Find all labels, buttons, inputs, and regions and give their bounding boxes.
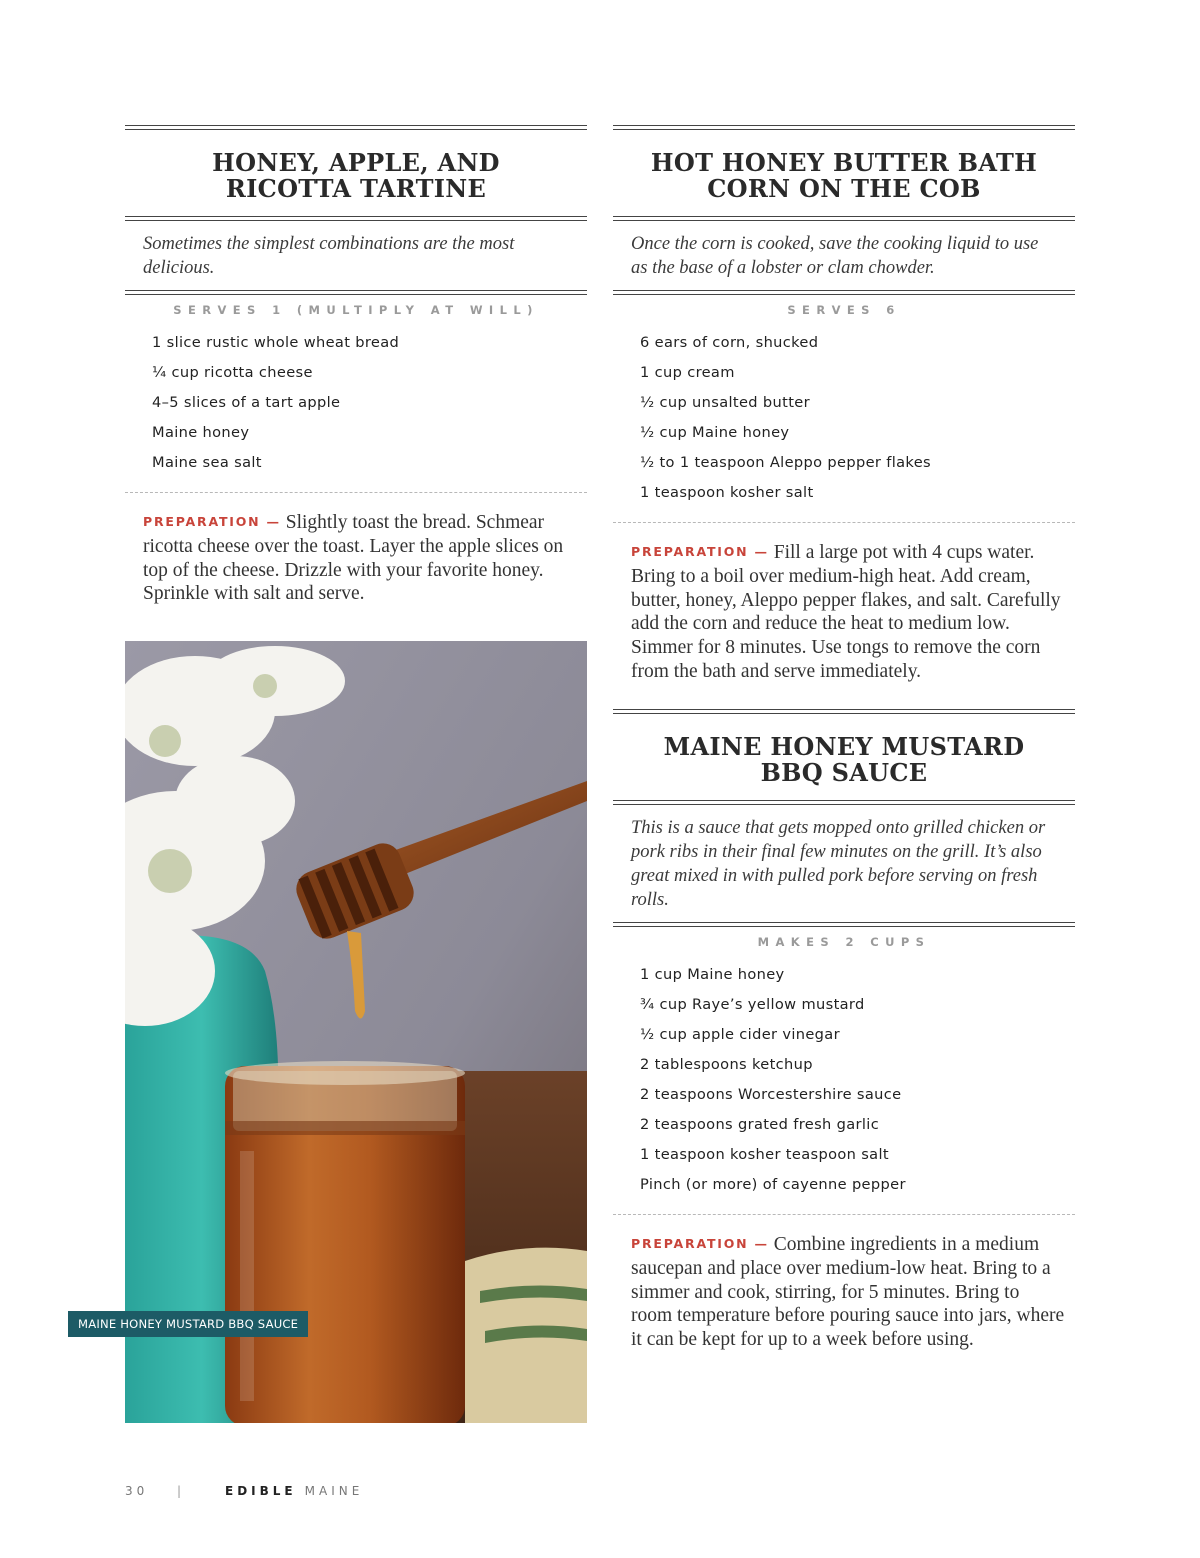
ingredient-item: 2 teaspoons Worcestershire sauce (640, 1086, 902, 1103)
ingredient-item: ½ cup unsalted butter (640, 394, 810, 411)
ingredient-item: 2 teaspoons grated fresh garlic (640, 1116, 880, 1133)
ingredient-item: 1 teaspoon kosher teaspoon salt (640, 1146, 889, 1163)
ingredient-item: 6 ears of corn, shucked (640, 334, 819, 351)
ingredient-item: 2 tablespoons ketchup (640, 1056, 813, 1073)
page-footer (125, 1484, 363, 1498)
page-number: 30 (125, 1484, 149, 1498)
preparation-label: PREPARATION — (631, 1236, 769, 1251)
preparation (613, 1215, 1075, 1352)
recipe-title: HONEY, APPLE, AND RICOTTA TARTINE (212, 148, 500, 203)
serves-label: SERVES 6 (787, 303, 901, 317)
ingredient-item: 4–5 slices of a tart apple (152, 394, 341, 411)
brand-name-bold: EDIBLE (225, 1484, 297, 1498)
preparation (613, 523, 1075, 684)
recipe-intro: Sometimes the simplest combinations are the most delicious. (143, 234, 515, 278)
preparation-label: PREPARATION — (631, 544, 769, 559)
recipe-title: HOT HONEY BUTTER BATH CORN ON THE COB (650, 148, 1038, 203)
ingredient-item: ½ cup apple cider vinegar (640, 1026, 840, 1043)
recipe-corn (613, 125, 1075, 684)
preparation-label: PREPARATION — (143, 514, 281, 529)
recipe-intro: This is a sauce that gets mopped onto grilled chicken or pork ribs in their final few minutes on the grill. It’s also great mixed in with pulled pork before serving on fresh rolls. (631, 818, 1046, 910)
ingredient-list (613, 957, 1075, 1200)
preparation-text: Combine ingredients in a medium saucepan and place over medium-low heat. Bring to a simmer and cook, stirring, for 5 minutes. Bring to room temperature before pouring sauce into jars, where it can be kept for up to a week before using. (631, 1234, 1065, 1351)
ingredient-list (613, 325, 1075, 508)
ingredient-item: ¾ cup Raye’s yellow mustard (640, 996, 865, 1013)
brand-name-light: MAINE (304, 1484, 364, 1498)
ingredient-item: 1 slice rustic whole wheat bread (152, 334, 400, 351)
ingredient-item: Maine sea salt (152, 454, 262, 471)
ingredient-item: Maine honey (152, 424, 250, 441)
recipe-bbq-sauce (613, 709, 1075, 1352)
recipe-title: MAINE HONEY MUSTARD BBQ SAUCE (663, 732, 1025, 787)
preparation-text: Fill a large pot with 4 cups water. Bring to a boil over medium-high heat. Add cream, butter, honey, Aleppo pepper flakes, and salt. Carefully add the corn and reduce the heat to medium low. Simmer for 8 minutes. Use tongs to remove the corn from the bath and serve immediately. (631, 542, 1061, 682)
ingredient-item: ½ to 1 teaspoon Aleppo pepper flakes (640, 454, 931, 471)
serves-label: MAKES 2 CUPS (757, 935, 931, 949)
ingredient-item: Pinch (or more) of cayenne pepper (640, 1176, 906, 1193)
preparation (125, 493, 587, 606)
honey-jar-illustration (125, 641, 587, 1423)
ingredient-item: 1 teaspoon kosher salt (640, 484, 814, 501)
ingredient-list (125, 325, 587, 478)
ingredient-item: ¼ cup ricotta cheese (152, 364, 313, 381)
recipe-intro: Once the corn is cooked, save the cooking liquid to use as the base of a lobster or clam chowder. (631, 234, 1039, 278)
preparation-text: Slightly toast the bread. Schmear ricotta cheese over the toast. Layer the apple slices on top of the cheese. Drizzle with your favorite honey. Sprinkle with salt and serve. (143, 512, 564, 605)
ingredient-item: 1 cup Maine honey (640, 966, 785, 983)
photo-caption: MAINE HONEY MUSTARD BBQ SAUCE (68, 1311, 308, 1337)
honey-jar-photo (125, 641, 587, 1423)
footer-separator: | (177, 1484, 182, 1498)
recipe-tartine (125, 125, 587, 606)
ingredient-item: 1 cup cream (640, 364, 735, 381)
serves-label: SERVES 1 (MULTIPLY AT WILL) (173, 303, 539, 317)
ingredient-item: ½ cup Maine honey (640, 424, 790, 441)
